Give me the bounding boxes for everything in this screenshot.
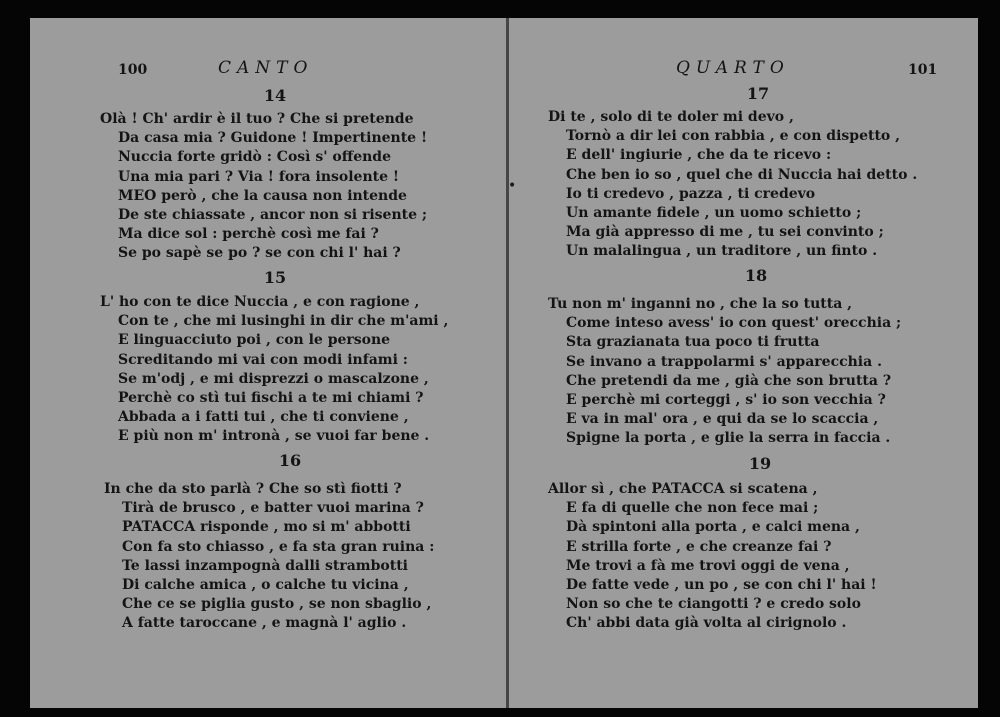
bleed-mark: • bbox=[508, 178, 517, 194]
verse-line: Che ben io so , quel che di Nuccia hai detto . bbox=[566, 166, 918, 183]
verse-line: E va in mal' ora , e qui da se lo scaccia , bbox=[566, 411, 879, 428]
verse-line: Perchè co stì tui fischi a te mi chiami ? bbox=[118, 389, 424, 406]
verse-line: Tornò a dir lei con rabbia , e con dispetto , bbox=[566, 128, 900, 145]
verse-line: E dell' ingiurie , che da te ricevo : bbox=[566, 147, 832, 164]
verse-line: In che da sto parlà ? Che so stì fiotti ? bbox=[104, 481, 402, 497]
verse-line: Ma dice sol : perchè così me fai ? bbox=[118, 226, 379, 243]
verse-line: Spigne la porta , e glie la serra in faccia . bbox=[566, 430, 891, 447]
stanza-number: 14 bbox=[263, 86, 287, 105]
verse-line: Come inteso avess' io con quest' orecchia ; bbox=[566, 315, 902, 332]
verse-line: Te lassi inzampognà dalli strambotti bbox=[122, 557, 408, 574]
verse-line: Tu non m' inganni no , che la so tutta , bbox=[548, 296, 853, 312]
verse-line: De ste chiassate , ancor non si risente ; bbox=[118, 206, 428, 223]
stanza-number: 19 bbox=[748, 454, 772, 473]
verse-line: Di te , solo di te doler mi devo , bbox=[548, 109, 794, 125]
verse-line: Un malalingua , un traditore , un finto . bbox=[566, 243, 878, 260]
verse-line: Con te , che mi lusinghi in dir che m'ami , bbox=[118, 313, 449, 330]
verse-line: Dà spintoni alla porta , e calci mena , bbox=[566, 519, 860, 536]
stanza-verse bbox=[100, 293, 448, 447]
verse-line: Me trovi a fà me trovi oggi de vena , bbox=[566, 557, 850, 574]
verse-line: Nuccia forte gridò : Così s' offende bbox=[118, 149, 392, 166]
verse-line: Io ti credevo , pazza , ti credevo bbox=[566, 185, 816, 202]
right-page bbox=[508, 18, 978, 708]
stanza-number: 16 bbox=[278, 451, 302, 470]
verse-line: MEO però , che la causa non intende bbox=[118, 187, 407, 204]
stanza-verse bbox=[104, 480, 434, 634]
verse-line: Ma già appresso di me , tu sei convinto ; bbox=[566, 224, 884, 241]
verse-line: E strilla forte , e che creanze fai ? bbox=[566, 538, 832, 555]
stanza-number: 15 bbox=[263, 268, 287, 287]
left-page bbox=[30, 18, 508, 708]
verse-line: De fatte vede , un po , se con chi l' hai ! bbox=[566, 576, 877, 593]
stanza-verse bbox=[100, 110, 427, 264]
verse-line: Se po sapè se po ? se con chi l' hai ? bbox=[118, 245, 401, 262]
verse-line: Tirà de brusco , e batter vuoi marina ? bbox=[122, 500, 424, 517]
verse-line: Un amante fidele , un uomo schietto ; bbox=[566, 204, 862, 221]
verse-line: Olà ! Ch' ardir è il tuo ? Che si pretende bbox=[100, 111, 414, 127]
verse-line: Non so che te ciangotti ? e credo solo bbox=[566, 596, 861, 613]
page-number: 100 bbox=[118, 62, 148, 78]
stanza-number: 18 bbox=[744, 266, 768, 285]
verse-line: E perchè mi corteggi , s' io son vecchia ? bbox=[566, 391, 886, 408]
verse-line: E linguacciuto poi , con le persone bbox=[118, 332, 391, 349]
verse-line: Se invano a trappolarmi s' apparecchia . bbox=[566, 353, 882, 370]
verse-line: Screditando mi vai con modi infami : bbox=[118, 351, 408, 368]
verse-line: A fatte taroccane , e magnà l' aglio . bbox=[122, 615, 407, 632]
verse-line: Che pretendi da me , già che son brutta ? bbox=[566, 372, 892, 389]
stanza-verse bbox=[548, 480, 877, 634]
verse-line: Abbada a i fatti tui , che ti conviene , bbox=[118, 409, 409, 426]
verse-line: E più non m' intronà , se vuoi far bene . bbox=[118, 428, 430, 445]
verse-line: Allor sì , che PATACCA si scatena , bbox=[548, 481, 818, 497]
verse-line: Una mia pari ? Via ! fora insolente ! bbox=[118, 168, 400, 185]
verse-line: L' ho con te dice Nuccia , e con ragione , bbox=[100, 294, 420, 310]
verse-line: PATACCA risponde , mo si m' abbotti bbox=[122, 519, 411, 536]
stanza-verse bbox=[548, 108, 917, 262]
open-book-scan bbox=[30, 18, 978, 708]
verse-line: Sta grazianata tua poco ti frutta bbox=[566, 334, 820, 351]
verse-line: Da casa mia ? Guidone ! Impertinente ! bbox=[118, 130, 428, 147]
verse-line: Che ce se piglia gusto , se non sbaglio , bbox=[122, 596, 432, 613]
stanza-verse bbox=[548, 295, 901, 449]
verse-line: Con fa sto chiasso , e fa sta gran ruina : bbox=[122, 538, 435, 555]
page-number: 101 bbox=[908, 62, 938, 78]
running-head: CANTO bbox=[218, 58, 314, 78]
verse-line: Se m'odj , e mi disprezzi o mascalzone , bbox=[118, 370, 429, 387]
verse-line: Di calche amica , o calche tu vicina , bbox=[122, 576, 409, 593]
stanza-number: 17 bbox=[746, 84, 770, 103]
verse-line: Ch' abbi data già volta al cirignolo . bbox=[566, 615, 847, 632]
running-head: QUARTO bbox=[676, 58, 790, 78]
verse-line: E fa di quelle che non fece mai ; bbox=[566, 500, 819, 517]
